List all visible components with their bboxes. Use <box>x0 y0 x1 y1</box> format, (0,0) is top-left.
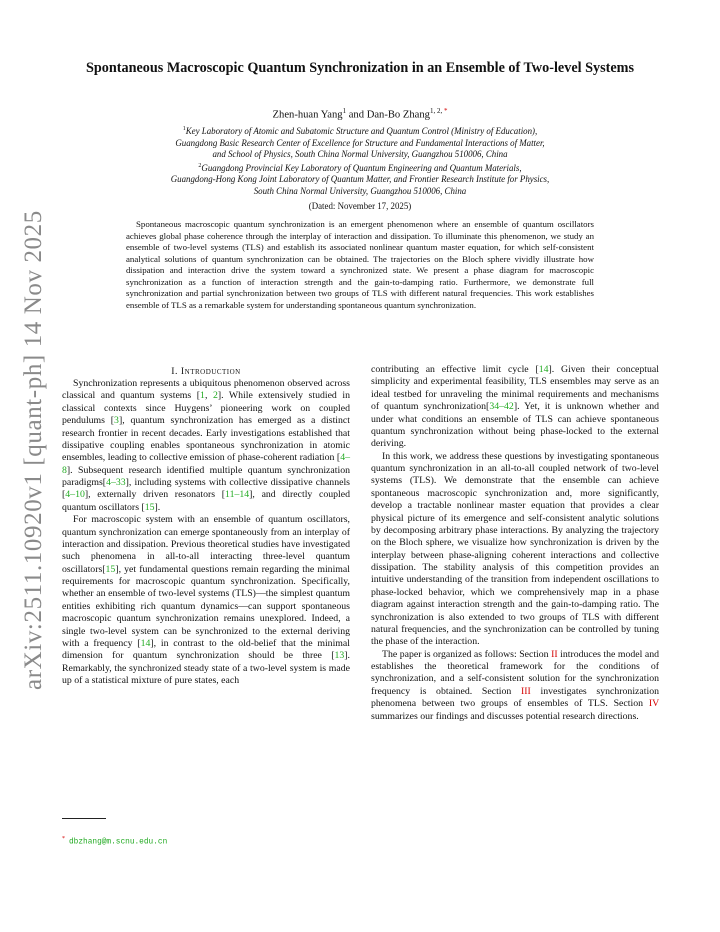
email-link[interactable]: dbzhang@m.scnu.edu.cn <box>69 838 168 847</box>
citation-link[interactable]: 4–33 <box>106 477 126 488</box>
section-heading: I. Introduction <box>171 366 241 377</box>
affiliation-line: Guangdong-Hong Kong Joint Laboratory of Quantum Matter, and Frontier Research Institute for Physics, <box>170 174 550 185</box>
author-conjunction: and <box>348 109 365 121</box>
citation-link[interactable]: 3 <box>114 415 119 427</box>
abstract: Spontaneous macroscopic quantum synchronization is an emergent phenomenon where an ensemble of quantum oscillators achieves global phase coherence through the interplay of interaction and dissipation. To illuminate this phenomenon, we study an ensemble of two-level systems (TLS) and establish its associated nonlinear quantum master equation, for which self-consistent analytical solutions of quantum synchronization can be obtained. The trajectories on the Bloch sphere vividly illustrate how dissipation and interaction drive the system toward a synchronized state. We present a phase diagram for macroscopic synchronization as a function of interaction strength and the gain-to-damping ratio. Furthermore, we demonstrate full synchronization and partial synchronization between two groups of TLS with different natural frequencies. This work establishes ensemble of TLS as a remarkable system for understanding spontaneous quantum synchronization. <box>126 219 594 310</box>
affiliation-number: 2 <box>198 162 202 169</box>
affiliation-line: $^2$Guangdong Provincial Key Laboratory of Quantum Engineering and Quantum Materials, <box>198 162 522 173</box>
citation-link[interactable]: 11–14 <box>225 489 250 501</box>
affiliations <box>80 124 640 198</box>
citation-link[interactable]: 1 <box>200 390 205 402</box>
author-name: Dan-Bo Zhang <box>366 109 430 121</box>
affiliation-marker: 1, 2, * <box>429 107 448 115</box>
citation-link[interactable]: 14 <box>538 364 549 375</box>
citation-link[interactable]: 15 <box>144 501 155 513</box>
right-column <box>371 364 659 723</box>
affiliation-marker: 1 <box>342 107 347 115</box>
affiliation-line: South China Normal University, Guangzhou 510006, China <box>253 185 467 196</box>
footnote-divider <box>62 818 106 819</box>
section-reference-link[interactable]: II <box>551 648 558 660</box>
citation-link[interactable]: 4–8 <box>62 452 350 476</box>
citation-link[interactable]: 15 <box>105 563 116 575</box>
affiliation-line: $^1$Key Laboratory of Atomic and Subatomic Structure and Quantum Control (Ministry of Education), <box>182 125 538 136</box>
citation-link[interactable]: 2 <box>212 390 218 402</box>
affiliation-line: and School of Physics, South China Normal University, Guangzhou 510006, China <box>212 149 508 160</box>
date-line: (Dated: November 17, 2025) <box>308 201 412 211</box>
section-reference-link[interactable]: IV <box>648 698 659 710</box>
body-paragraph: Synchronization represents a ubiquitous phenomenon observed across classical and quantum systems [1, 2]. While extensively studied in classical contexts since Huygens’ pioneering work on coupled pendulums [3], quantum synchronization has emerged as a distinct research frontier in recent decades. Early investigations established that dissipative coupling enables spontaneous synchronization in atomic ensembles, leading to collective emission of phase-coherent radiation [4–8]. Subsequent research identified multiple quantum synchronization paradigms[4–33], including systems with collective dissipative channels [4–10], externally driven resonators [11–14], and directly coupled quantum oscillators [15]. <box>62 378 351 513</box>
body-paragraph: For macroscopic system with an ensemble of quantum oscillators, quantum synchronization can emerge spontaneously from an interplay of interaction and dissipation. Previous theoretical studies have investigated such phenomena in all-to-all interacting three-level quantum oscillators[15], yet fundamental questions remain regarding the minimal requirements for macroscopic quantum synchronization. Specifically, whether an ensemble of two-level systems (TLS)—the simplest quantum entities exhibiting rich quantum dynamics—can support spontaneous macroscopic quantum synchronization remains unexplored. Indeed, a single two-level system can be synchronized to the external deriving with a frequency [14], in contrast to the old-belief that the minimal dimension for quantum synchronization should be three [13]. Remarkably, the synchronized steady state of a two-level system is made up of a statistical mixture of pure states, each <box>62 514 350 686</box>
citation-link[interactable]: 34–42 <box>489 401 514 413</box>
author-list <box>80 107 640 121</box>
left-column <box>62 366 350 687</box>
section-reference-link[interactable]: III <box>521 685 531 697</box>
body-paragraph: contributing an effective limit cycle [14]. Given their conceptual simplicity and experimental feasibility, TLS ensembles may serve as an ideal testbed for unraveling the minimal requirements and mechanisms of quantum synchronization[34–42]. Yet, it is unknown whether and under what conditions an ensemble of TLS can achieve spontaneous quantum synchronization without being phase-locked to the external deriving. <box>371 364 659 450</box>
body-paragraph: In this work, we address these questions by investigating spontaneous quantum synchronization in an all-to-all coupled network of two-level systems (TLS). We demonstrate that the ensemble can achieve spontaneous macroscopic synchronization and, more significantly, develop a tractable nonlinear master equation that provides a clear physical picture of its emergence and self-consistent analytic solutions by decomposing arbitrary phase interactions. By analyzing the trajectory on the Bloch sphere, we visualize how synchronization is driven by the interplay between phase-aligning coherent interactions and collective dissipation. The stability analysis of this competition provides an intuitive understanding of the transition from independent oscillations to phase-locked behavior, which we comprehensively map in a phase diagram against interaction strength and the gain-to-damping ratio. The synchronization is also extended to two groups of TLS with different natural frequencies, and the synchronization can be controlled by tuning the phase of the interaction. <box>371 450 659 648</box>
footnote <box>62 836 167 847</box>
paper-title: Spontaneous Macroscopic Quantum Synchronization in an Ensemble of Two-level Systems <box>86 60 634 76</box>
corresponding-author-link[interactable]: * <box>443 107 448 115</box>
author-name: Zhen-huan Yang <box>272 109 343 121</box>
arxiv-identifier[interactable]: arXiv:2511.10920v1 [quant-ph] 14 Nov 2025 <box>20 210 47 690</box>
citation-link[interactable]: 4–10 <box>65 489 85 501</box>
footnote-marker: * <box>62 836 65 842</box>
citation-link[interactable]: 14 <box>140 637 151 649</box>
affiliation-line: Guangdong Basic Research Center of Excellence for Structure and Fundamental Interactions of Matter, <box>175 137 545 148</box>
body-paragraph: The paper is organized as follows: Section II introduces the model and establishes the theoretical framework for the conditions of synchronization, and a self-consistent solution for the synchronization frequency is obtained. Section III investigates synchronization phenomena between two groups of ensembles of TLS. Section IV summarizes our findings and discusses potential research directions. <box>371 648 659 722</box>
citation-link[interactable]: 13 <box>334 650 345 662</box>
affiliation-number: 1 <box>182 126 186 132</box>
